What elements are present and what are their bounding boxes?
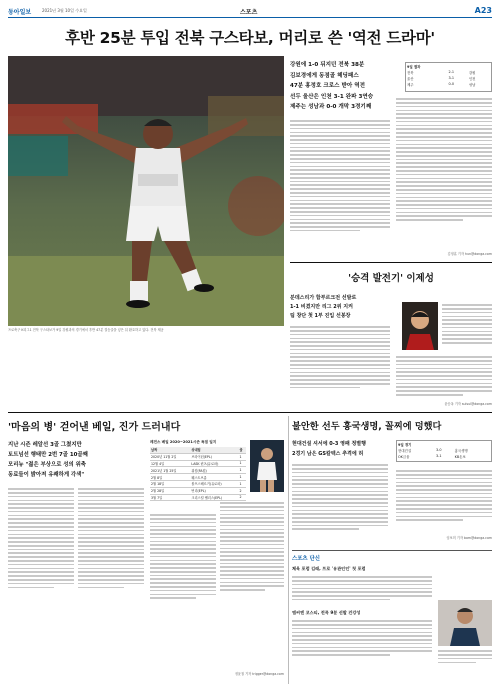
table-cell: 브라이턴(EPL) — [190, 453, 238, 460]
section-divider — [8, 412, 492, 413]
table-cell: 웨스트브롬 — [190, 474, 238, 481]
table-cell: 1 — [239, 467, 247, 474]
feature-deck — [290, 294, 400, 321]
table-cell: 번리(EPL) — [190, 487, 238, 494]
bale-deck-line: 동료들이 밝아져 유쾌하게 각색" — [8, 472, 85, 478]
table-cell: 2월 8일 — [150, 474, 190, 481]
table-cell: 1 — [239, 474, 247, 481]
column-header: 골 — [239, 447, 247, 454]
lead-deck — [290, 60, 400, 113]
table-cell: LASK 린츠(유로파) — [190, 460, 238, 467]
feature-body-col2 — [442, 302, 492, 346]
table-cell: KB손보 — [454, 454, 466, 459]
table-cell: 9일 경기 — [398, 442, 412, 447]
lead-deck-line: 제주는 성남과 0-0 개막 3경기째 — [290, 104, 372, 110]
brief-item2-headline: 엠씨엔 코스티, 전목 9분 선발 건강성 — [292, 610, 361, 615]
lead-body-col1 — [290, 118, 390, 234]
table-row — [150, 474, 246, 481]
lead-deck-line: 47분 홍정호 크로스 받아 역전 — [290, 83, 366, 89]
table-cell: 전북 — [407, 70, 414, 75]
table-cell: 2 — [239, 487, 247, 494]
feature-body-col3 — [396, 354, 492, 398]
table-cell: 9일 결과 — [407, 64, 421, 69]
brief-item1-headline: 체육 포럼 김래, 프로 '유관인인' 첫 포럼 — [292, 566, 366, 571]
kleague-results-box — [405, 62, 492, 92]
issue-date: 2021년 3월 10일 수요일 — [42, 8, 87, 13]
bale-byline: 정윤철 기자 trigger@donga.com — [234, 672, 284, 676]
lead-deck-line: 김보경에게 동점골 헤딩패스 — [290, 72, 359, 79]
table-cell: 1 — [239, 460, 247, 467]
volleyball-body-col2 — [396, 468, 492, 523]
lead-deck-line: 강원에 1-0 뒤지던 전북 38분 — [290, 62, 365, 68]
page-number: A23 — [474, 6, 492, 15]
brief-title: 스포츠 단신 — [292, 556, 320, 562]
feature-byline: 윤승옥 기자 sulsul@donga.com — [444, 402, 492, 406]
lead-headline: 후반 25분 투입 전북 구스타보, 머리로 쓴 '역전 드라마' — [65, 29, 435, 47]
feature-deck-line: 1-1 비겼지만 리그 2위 지켜 — [290, 304, 353, 310]
football-player-photo — [8, 56, 284, 326]
table-cell: 1 — [239, 453, 247, 460]
player-headshot — [402, 302, 438, 350]
brief-item1-body — [292, 574, 432, 603]
table-cell: OK금융 — [398, 454, 410, 459]
volleyball-byline: 임보미 기자 bom@donga.com — [446, 536, 492, 540]
masthead — [8, 6, 492, 18]
bale-deck — [8, 440, 148, 480]
player-photo — [250, 440, 284, 492]
bale-goal-table — [150, 440, 246, 501]
table-title: 레전스 베일 2020~2021시즌 득점 일지 — [150, 440, 217, 444]
feature-photo — [402, 302, 438, 350]
table-cell: 0-0 — [448, 82, 455, 86]
table-cell: 제주 — [407, 82, 414, 87]
table-cell: 2021년 1월 25일 — [150, 467, 190, 474]
bale-deck-line: 지난 시즌 레알선 3골 그쳤지만 — [8, 442, 82, 448]
table-cell: 12월 4일 — [150, 460, 190, 467]
bale-body-col3 — [150, 512, 216, 601]
table-cell: 3-1 — [436, 454, 442, 458]
table-row — [406, 81, 491, 87]
table-cell: 홍국생명 — [454, 448, 468, 453]
brief-item2-body — [292, 618, 432, 658]
bale-deck-line: 토트넘선 행태만 2번 7골 10골째 — [8, 452, 88, 458]
bale-body-col1 — [8, 486, 74, 590]
bale-photo — [250, 440, 284, 492]
table-row — [150, 460, 246, 467]
table-row — [150, 467, 246, 474]
section-title: 스포츠 — [240, 9, 258, 16]
feature-deck-line: 분데스리가 함부르크전 선발로 — [290, 295, 357, 301]
lead-body-col2 — [396, 96, 492, 223]
bale-deck-line: 모리뉴 "젊은 부상으로 성의 위축 — [8, 462, 87, 468]
brief-item2-body-b — [438, 648, 492, 665]
table-cell: 볼프스베르거(유로파) — [190, 480, 238, 487]
bale-body-col2 — [78, 486, 144, 590]
table-cell: 위컴(FA컵) — [190, 467, 238, 474]
volleyball-results-box — [396, 440, 492, 462]
kleague-results-table — [406, 63, 491, 87]
table-row — [397, 453, 491, 459]
column-header: 날짜 — [150, 447, 190, 454]
lead-deck-line: 선두 울산은 인천 3-1 완파 3연승 — [290, 93, 374, 100]
volleyball-headline: 불안한 선두 홍국생명, 꼴찌에 덩했다 — [292, 421, 442, 432]
volleyball-results-table — [397, 441, 491, 459]
section-divider — [290, 262, 492, 263]
bale-headline: '마음의 병' 걷어낸 베일, 진가 드러내다 — [8, 422, 181, 433]
feature-deck-line: 팀 창단 첫 1부 진입 선봉장 — [290, 313, 351, 319]
column-header: 상대팀 — [190, 447, 238, 454]
volleyball-deck-line: 현대건설 셔서에 0-3 영패 정별행 — [292, 441, 366, 447]
table-cell: 성남 — [468, 82, 476, 87]
table-cell: 3월 7일 — [150, 494, 190, 501]
table-cell: 1 — [239, 480, 247, 487]
table-cell: 3-0 — [436, 448, 442, 452]
volleyball-body-col1 — [292, 462, 388, 532]
table-cell: 울산 — [407, 76, 414, 81]
table-cell: 2-1 — [448, 70, 455, 74]
feature-headline: '승격 발전기' 이제성 — [348, 273, 434, 284]
lead-photo-caption: 프로축구 K리그1 전북 구스타보가 9일 강원과의 경기에서 후반 47분 결승골을 넣은 뒤 환호하고 있다. 전북 제공 — [8, 328, 164, 332]
table-cell: 3-1 — [448, 76, 455, 80]
table-cell: 2월 18일 — [150, 480, 190, 487]
table-header-row — [150, 447, 246, 454]
person-photo — [438, 600, 492, 646]
volleyball-deck-line: 2경기 남은 GS칼텍스 추격에 허 — [292, 450, 364, 457]
table-cell: 2020년 11월 2일 — [150, 453, 190, 460]
newspaper-logo: 동아일보 — [8, 9, 32, 16]
table-row — [150, 480, 246, 487]
table-row — [150, 453, 246, 460]
bale-body-col4 — [220, 500, 284, 593]
feature-body-col1 — [290, 324, 390, 390]
table-cell: 크리스털 팰리스(EPL) — [190, 494, 238, 501]
brief-photo — [438, 600, 492, 646]
table-cell: 강원 — [468, 70, 476, 75]
table-cell: 2월 28일 — [150, 487, 190, 494]
goal-log-table — [150, 447, 246, 502]
lead-photo — [8, 56, 284, 326]
table-cell: 현대건설 — [398, 448, 412, 453]
section-divider — [292, 550, 492, 551]
lead-byline: 김정훈 기자 hun@donga.com — [447, 252, 492, 256]
table-cell: 2 — [239, 494, 247, 501]
table-row — [150, 487, 246, 494]
table-cell: 인천 — [468, 76, 476, 81]
column-divider — [288, 416, 289, 684]
